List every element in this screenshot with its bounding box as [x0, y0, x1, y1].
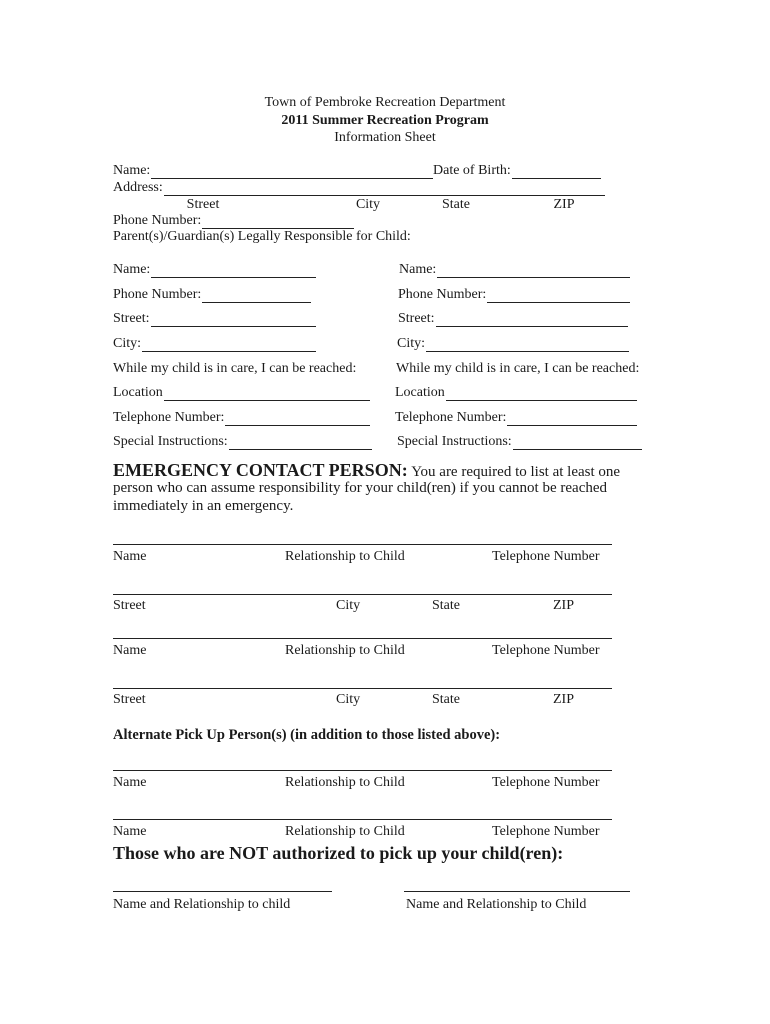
emergency-title: EMERGENCY CONTACT PERSON: — [113, 460, 408, 480]
alternate2-telephone-caption: Telephone Number — [492, 824, 600, 839]
alternate1-relationship-caption: Relationship to Child — [285, 775, 405, 790]
guardian1-city-label: City: — [113, 336, 142, 351]
emergency2-address-line[interactable] — [113, 688, 612, 689]
emergency1-zip-caption: ZIP — [553, 598, 574, 613]
address-state-caption: State — [442, 197, 470, 212]
alternate2-name-caption: Name — [113, 824, 147, 839]
child-dob-label: Date of Birth: — [433, 163, 511, 178]
guardian1-telephone-label: Telephone Number: — [113, 410, 225, 425]
guardian2-location-label: Location — [395, 385, 445, 400]
child-phone-field[interactable] — [113, 213, 354, 229]
emergency1-telephone-caption: Telephone Number — [492, 549, 600, 564]
emergency1-name-caption: Name — [113, 549, 147, 564]
guardian2-location-field[interactable] — [395, 385, 637, 401]
guardian2-phone-field[interactable] — [398, 287, 630, 303]
emergency-intro-line2: person who can assume responsibility for your child(ren) if you cannot be reached — [113, 480, 608, 496]
emergency2-name-line[interactable] — [113, 638, 612, 639]
guardian1-street-label: Street: — [113, 311, 150, 326]
not-authorized2-caption: Name and Relationship to Child — [406, 897, 587, 912]
not-authorized2-line[interactable] — [404, 891, 630, 892]
alternate1-name-caption: Name — [113, 775, 147, 790]
emergency2-street-caption: Street — [113, 692, 146, 707]
guardian2-telephone-label: Telephone Number: — [395, 410, 507, 425]
program-title: 2011 Summer Recreation Program — [281, 113, 489, 128]
emergency2-city-caption: City — [336, 692, 361, 707]
guardian1-name-field[interactable] — [113, 262, 316, 278]
guardian2-special-label: Special Instructions: — [397, 434, 512, 449]
guardian1-special-label: Special Instructions: — [113, 434, 228, 449]
address-city-caption: City — [355, 197, 381, 212]
emergency1-relationship-caption: Relationship to Child — [285, 549, 405, 564]
emergency1-city-caption: City — [336, 598, 361, 613]
emergency2-name-caption: Name — [113, 643, 147, 658]
emergency1-state-caption: State — [432, 598, 460, 613]
guardian1-phone-field[interactable] — [113, 287, 311, 303]
alternate2-line[interactable] — [113, 819, 612, 820]
guardian2-street-label: Street: — [398, 311, 435, 326]
address-street-caption: Street — [186, 197, 220, 212]
address-zip-caption: ZIP — [553, 197, 575, 212]
guardian1-location-field[interactable] — [113, 385, 370, 401]
child-name-label: Name: — [113, 163, 151, 178]
child-address-label: Address: — [113, 180, 163, 195]
emergency2-telephone-caption: Telephone Number — [492, 643, 600, 658]
guardian1-street-field[interactable] — [113, 311, 316, 327]
emergency2-relationship-caption: Relationship to Child — [285, 643, 405, 658]
alternate1-telephone-caption: Telephone Number — [492, 775, 600, 790]
guardian1-name-label: Name: — [113, 262, 151, 277]
guardian2-city-label: City: — [397, 336, 426, 351]
org-title: Town of Pembroke Recreation Department — [264, 95, 506, 110]
guardian2-reach-text: While my child is in care, I can be reached: — [396, 361, 640, 376]
child-name-field[interactable] — [113, 163, 433, 179]
guardian2-special-field[interactable] — [397, 434, 642, 450]
emergency1-name-line[interactable] — [113, 544, 612, 545]
emergency1-address-line[interactable] — [113, 594, 612, 595]
emergency2-state-caption: State — [432, 692, 460, 707]
emergency2-zip-caption: ZIP — [553, 692, 574, 707]
guardian1-special-field[interactable] — [113, 434, 372, 450]
emergency1-street-caption: Street — [113, 598, 146, 613]
guardian1-phone-label: Phone Number: — [113, 287, 202, 302]
not-authorized1-line[interactable] — [113, 891, 332, 892]
not-authorized1-caption: Name and Relationship to child — [113, 897, 291, 912]
child-address-field[interactable] — [113, 180, 605, 196]
not-authorized-heading: Those who are NOT authorized to pick up your child(ren): — [113, 843, 564, 863]
alternate1-line[interactable] — [113, 770, 612, 771]
child-phone-label: Phone Number: — [113, 213, 202, 228]
guardian2-name-label: Name: — [399, 262, 437, 277]
child-dob-field[interactable] — [433, 163, 601, 179]
guardian1-location-label: Location — [113, 385, 163, 400]
sheet-title: Information Sheet — [334, 130, 436, 145]
alternate2-relationship-caption: Relationship to Child — [285, 824, 405, 839]
emergency-intro-line3: immediately in an emergency. — [113, 498, 294, 514]
guardian2-city-field[interactable] — [397, 336, 629, 352]
emergency-intro-line1: You are required to list at least one — [411, 464, 621, 480]
guardian1-telephone-field[interactable] — [113, 410, 370, 426]
guardian2-telephone-field[interactable] — [395, 410, 637, 426]
guardian2-street-field[interactable] — [398, 311, 628, 327]
guardian2-phone-label: Phone Number: — [398, 287, 487, 302]
guardian1-reach-text: While my child is in care, I can be reached: — [113, 361, 357, 376]
alternate-heading: Alternate Pick Up Person(s) (in addition to those listed above): — [113, 727, 501, 743]
guardian2-name-field[interactable] — [399, 262, 630, 278]
guardian-heading: Parent(s)/Guardian(s) Legally Responsible for Child: — [113, 229, 411, 244]
guardian1-city-field[interactable] — [113, 336, 316, 352]
